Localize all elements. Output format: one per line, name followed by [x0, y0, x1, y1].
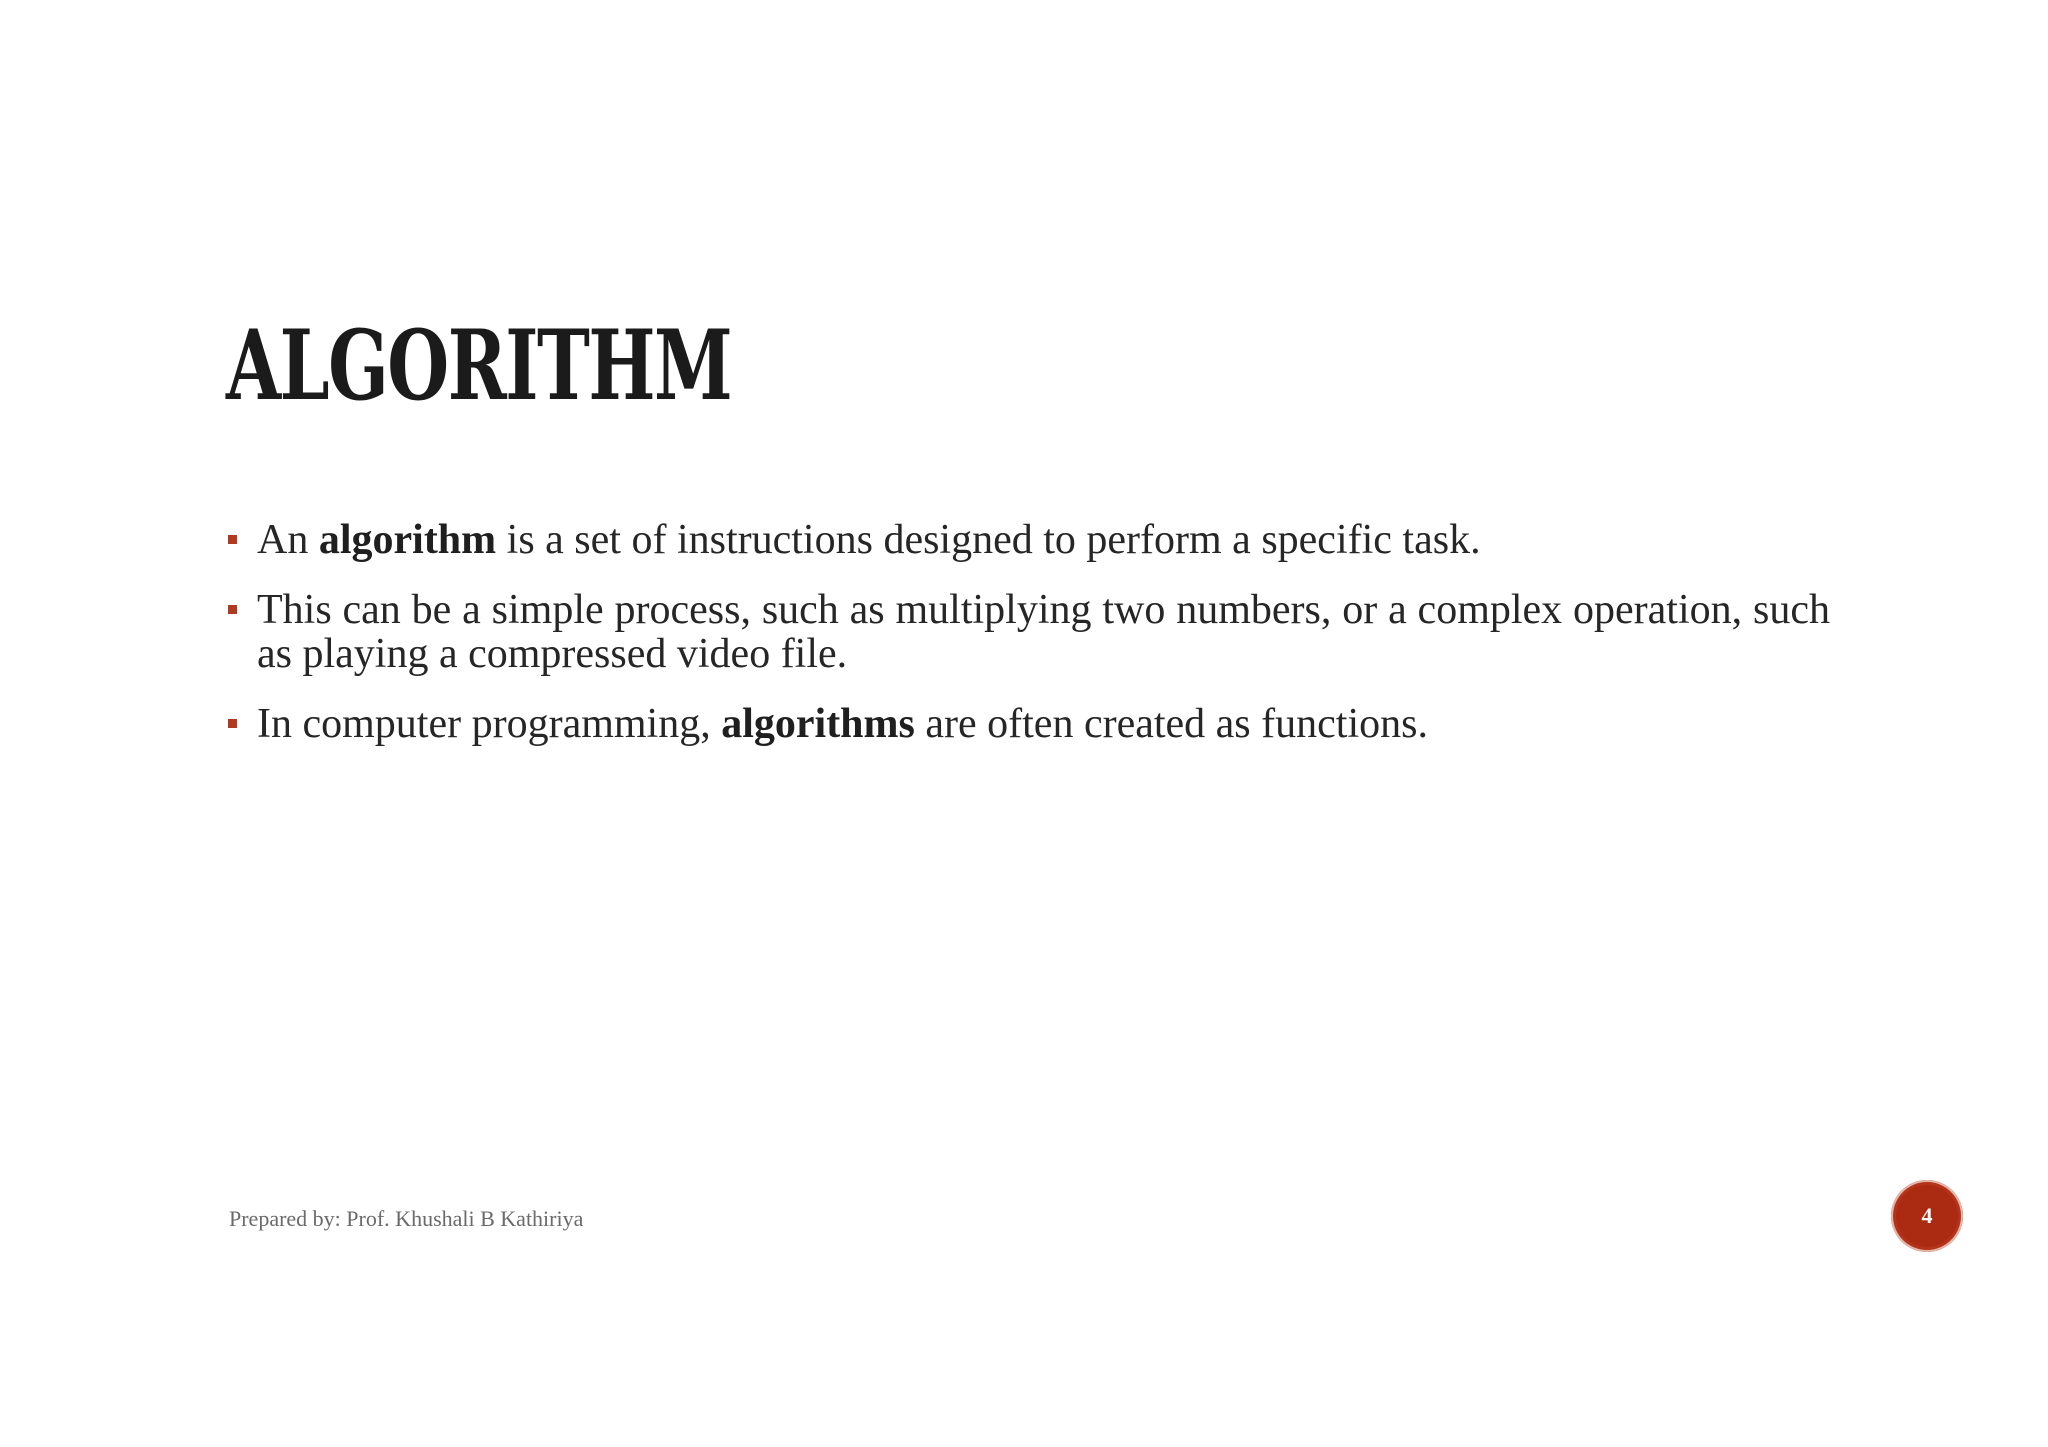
bullet-item-algorithm-definition — [228, 518, 1830, 562]
square-bullet-icon — [228, 535, 237, 544]
bullet-text-after: is a set of instructions designed to perform a specific task. — [496, 517, 1481, 563]
slide-footer: Prepared by: Prof. Khushali B Kathiriya — [229, 1206, 584, 1231]
bullet-item-programming — [228, 702, 1830, 746]
square-bullet-icon — [228, 719, 237, 728]
bullet-text: This can be a simple process, such as multiplying two numbers, or a complex operation, such as playing a compressed video file. — [257, 587, 1830, 677]
bullet-text-after: are often created as functions. — [914, 701, 1428, 747]
bullet-text-before: In computer programming, — [257, 701, 722, 747]
bullet-bold-term: algorithm — [318, 517, 497, 563]
page-number-badge — [1891, 1180, 1963, 1252]
slide-title: ALGORITHM — [226, 309, 732, 422]
bullet-list — [228, 518, 1830, 772]
bullet-item-examples — [228, 588, 1830, 676]
page-number: 4 — [1921, 1203, 1933, 1228]
square-bullet-icon — [228, 605, 237, 614]
bullet-bold-term: algorithms — [721, 701, 915, 747]
bullet-text-before: An — [257, 517, 319, 563]
